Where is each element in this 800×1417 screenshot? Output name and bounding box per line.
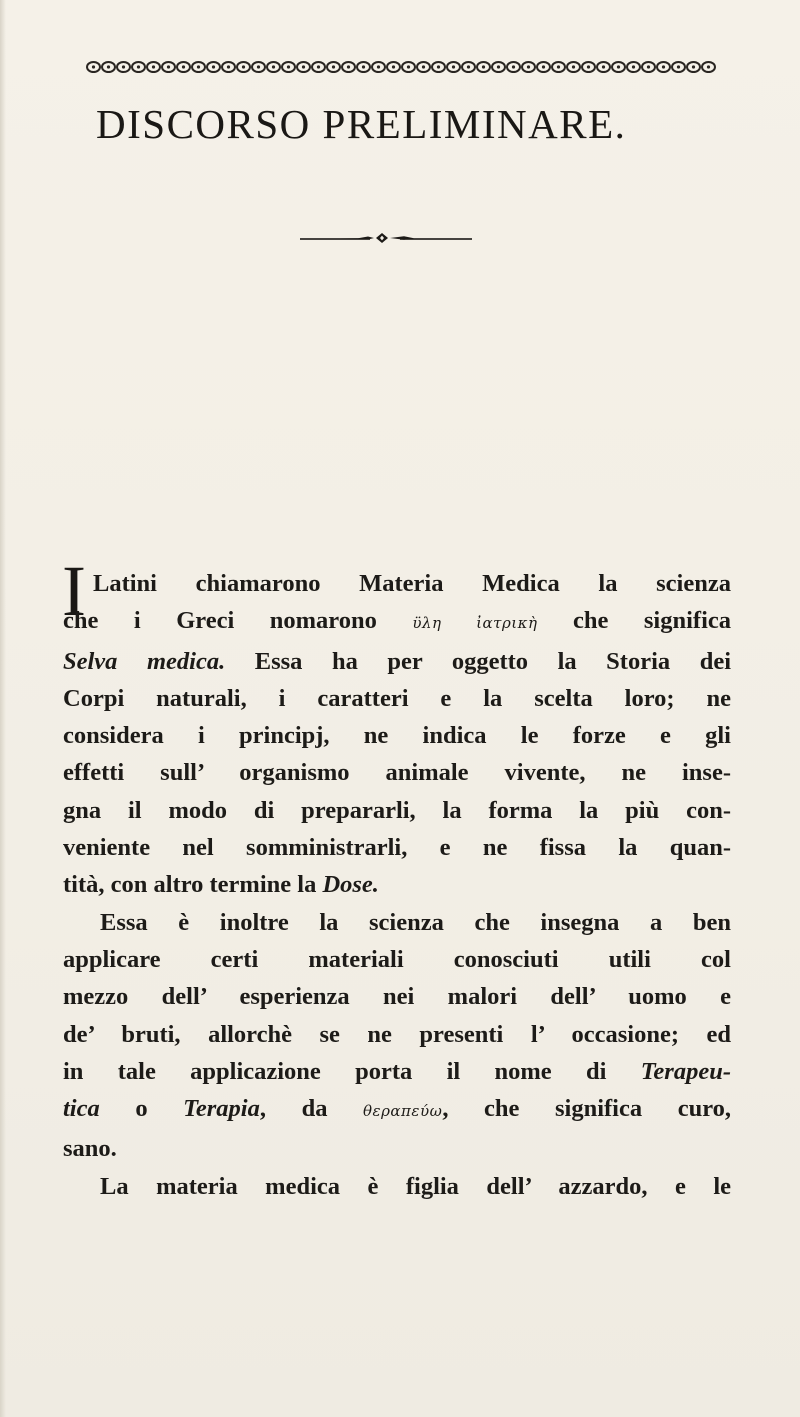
ornament-dot <box>392 65 395 68</box>
text-run: Essa ha per oggetto la Storia dei <box>225 647 731 675</box>
ornament-dot <box>242 65 245 68</box>
italic-term: Dose. <box>322 871 379 899</box>
ornament-dot <box>122 65 125 68</box>
ornament-dot <box>197 65 200 68</box>
drop-cap-initial: I <box>62 551 86 631</box>
ornament-dot <box>107 65 110 68</box>
ornament-dot <box>452 65 455 68</box>
ornament-dot <box>167 65 170 68</box>
paragraph <box>63 904 731 1168</box>
title-divider-ornament <box>300 230 472 246</box>
ornament-dot <box>287 65 290 68</box>
ornament-dot <box>497 65 500 68</box>
text-run: Latini chiamarono Materia Medica la scienza <box>93 570 731 597</box>
ornament-dot <box>467 65 470 68</box>
text-run: , che significa curo, <box>442 1095 731 1123</box>
ornament-dot <box>587 65 590 68</box>
text-run: gna il modo di prepararli, la forma la più con- <box>63 796 731 824</box>
text-run: o <box>99 1095 184 1123</box>
ornament-dot <box>377 65 380 68</box>
text-line <box>63 978 731 1015</box>
ornament-dot <box>557 65 560 68</box>
greek-term: ϋλη ἰατρικὴ <box>412 614 538 633</box>
ornament-dot <box>542 65 545 68</box>
ornament-dot <box>302 65 305 68</box>
ornament-dot <box>602 65 605 68</box>
greek-term: θεραπεύω <box>363 1102 443 1121</box>
text-line <box>63 1130 731 1167</box>
ornament-dot <box>617 65 620 68</box>
text-line <box>63 1053 731 1090</box>
ornament-dot <box>662 65 665 68</box>
text-run: che significa <box>537 607 731 635</box>
ornament-dot <box>422 65 425 68</box>
text-line <box>63 643 731 680</box>
ornament-dot <box>512 65 515 68</box>
ornament-dot <box>572 65 575 68</box>
italic-term: Terapeu- <box>640 1057 731 1085</box>
page-title: DISCORSO PRELIMINARE. <box>96 101 627 147</box>
text-line <box>63 829 731 866</box>
italic-term: Terapia <box>183 1095 260 1123</box>
text-line <box>63 1090 731 1130</box>
text-run: veniente nel somministrarli, e ne fissa la quan- <box>63 834 731 862</box>
italic-term: Selva medica. <box>63 647 226 675</box>
ornament-dot <box>227 65 230 68</box>
ornament-dot <box>437 65 440 68</box>
text-run: Corpi naturali, i caratteri e la scelta loro; ne <box>63 684 731 712</box>
ornament-dot <box>527 65 530 68</box>
text-line <box>63 565 731 602</box>
ornament-dot <box>137 65 140 68</box>
text-run: mezzo dell’ esperienza nei malori dell’ uomo e <box>63 983 731 1011</box>
ornament-dot <box>407 65 410 68</box>
text-run: applicare certi materiali conosciuti utili col <box>63 945 731 973</box>
text-line <box>63 1016 731 1053</box>
text-run: , da <box>259 1095 364 1123</box>
italic-term: tica <box>63 1095 100 1123</box>
paragraph <box>63 565 731 904</box>
text-run: de’ bruti, allorchè se ne presenti l’ occasione; ed <box>63 1020 731 1048</box>
ornament-dot <box>482 65 485 68</box>
ornament-dot <box>212 65 215 68</box>
text-run: tità, con altro termine la <box>63 871 323 899</box>
text-line <box>63 1168 731 1205</box>
text-line <box>63 717 731 754</box>
text-run: che i Greci nomarono <box>63 607 413 635</box>
text-line <box>63 904 731 941</box>
ornament-dot <box>272 65 275 68</box>
text-run: effetti sull’ organismo animale vivente, ne inse- <box>63 759 731 787</box>
text-line <box>63 792 731 829</box>
ornament-dot <box>632 65 635 68</box>
ornament-dot <box>92 65 95 68</box>
text-line <box>63 680 731 717</box>
text-line <box>63 866 731 903</box>
ornament-dot <box>707 65 710 68</box>
paragraph <box>63 1168 731 1205</box>
ornament-dot <box>362 65 365 68</box>
text-run: La materia medica è figlia dell’ azzardo, e le <box>100 1172 731 1200</box>
ornament-dot <box>347 65 350 68</box>
ornament-dot <box>647 65 650 68</box>
text-run: sano. <box>63 1135 117 1163</box>
text-run: in tale applicazione porta il nome di <box>63 1057 641 1085</box>
page-gutter-shadow <box>0 0 6 1417</box>
header-ornament-band <box>86 60 716 74</box>
text-line <box>63 602 731 642</box>
body-text <box>63 565 731 1205</box>
ornament-dot <box>692 65 695 68</box>
text-line <box>63 941 731 978</box>
ornament-dot <box>677 65 680 68</box>
text-line <box>63 754 731 791</box>
text-run: considera i principj, ne indica le forze e gli <box>63 722 731 750</box>
ornament-dot <box>332 65 335 68</box>
ornament-dot <box>317 65 320 68</box>
ornament-dot <box>152 65 155 68</box>
ornament-dot <box>182 65 185 68</box>
ornament-dot <box>257 65 260 68</box>
text-run: Essa è inoltre la scienza che insegna a ben <box>100 908 731 936</box>
